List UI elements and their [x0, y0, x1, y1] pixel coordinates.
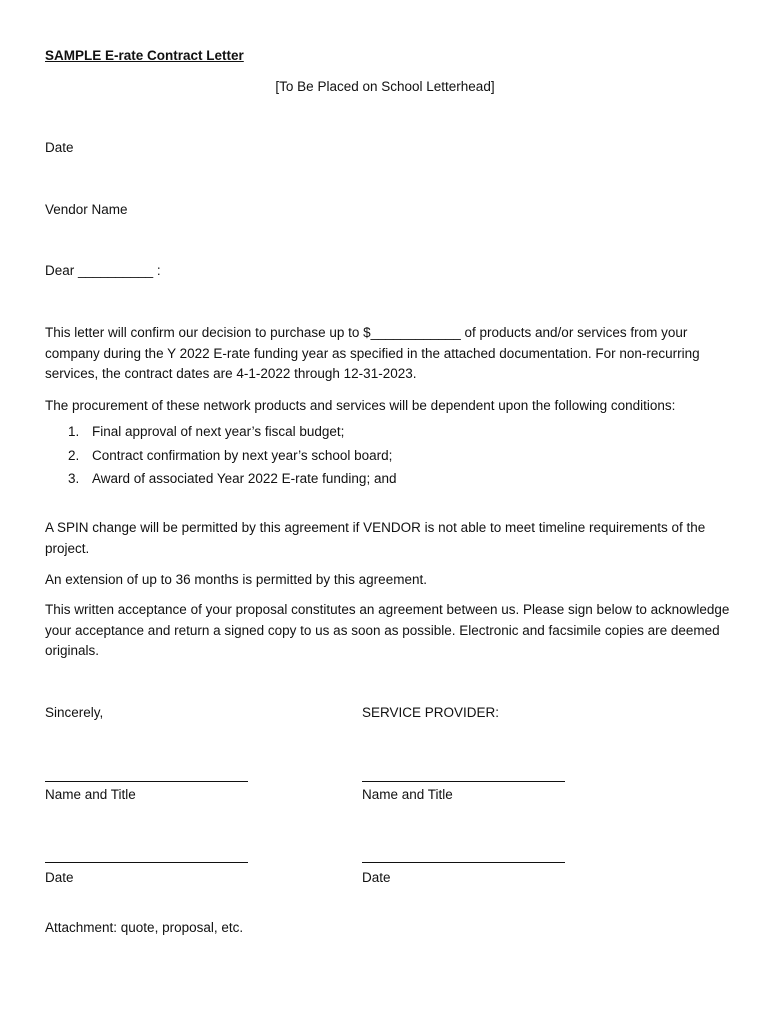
extension-paragraph: An extension of up to 36 months is permitted by this agreement. — [45, 572, 427, 587]
list-item-text: Final approval of next year’s fiscal budget; — [92, 424, 345, 439]
list-item-text: Award of associated Year 2022 E-rate funding; and — [92, 471, 397, 486]
right-date-label: Date — [362, 870, 391, 885]
left-name-title-label: Name and Title — [45, 787, 136, 802]
sincerely-label: Sincerely, — [45, 705, 104, 720]
letterhead-note: [To Be Placed on School Letterhead] — [275, 79, 495, 94]
conditions-list — [45, 420, 396, 491]
spin-change-paragraph: A SPIN change will be permitted by this agreement if VENDOR is not able to meet timeline requirements of the project. — [45, 520, 706, 556]
list-item-number: 2. — [68, 447, 80, 463]
list-item-number: 1. — [68, 424, 80, 439]
document-title: SAMPLE E-rate Contract Letter — [45, 48, 244, 63]
attachment-note: Attachment: quote, proposal, etc. — [45, 920, 244, 935]
right-name-signature-line — [362, 781, 565, 782]
left-date-signature-line — [45, 862, 248, 863]
service-provider-label: SERVICE PROVIDER: — [362, 705, 500, 720]
left-date-label: Date — [45, 870, 74, 885]
list-item-number: 3. — [68, 471, 80, 486]
vendor-name-label: Vendor Name — [45, 202, 128, 217]
list-item — [45, 444, 396, 468]
list-item — [45, 420, 396, 444]
salutation: Dear __________ : — [45, 263, 161, 278]
acceptance-paragraph: This written acceptance of your proposal constitutes an agreement between us. Please sign below to acknowledge your acceptance and return a signed copy to us as soon as possible. Electronic and facsimile copies are deemed originals. — [45, 602, 730, 658]
right-date-signature-line — [362, 862, 565, 863]
confirmation-paragraph: This letter will confirm our decision to purchase up to $____________ of products and/or services from your company during the Y 2022 E-rate funding year as specified in the attached documentation. For non-recurring services, the contract dates are 4-1-2022 through 12-31-2023. — [45, 325, 700, 381]
right-name-title-label: Name and Title — [362, 787, 453, 802]
date-field-label: Date — [45, 140, 74, 155]
list-item-text: Contract confirmation by next year’s school board; — [92, 447, 393, 463]
procurement-paragraph: The procurement of these network products and services will be dependent upon the following conditions: — [45, 398, 676, 413]
left-name-signature-line — [45, 781, 248, 782]
list-item — [45, 467, 396, 491]
